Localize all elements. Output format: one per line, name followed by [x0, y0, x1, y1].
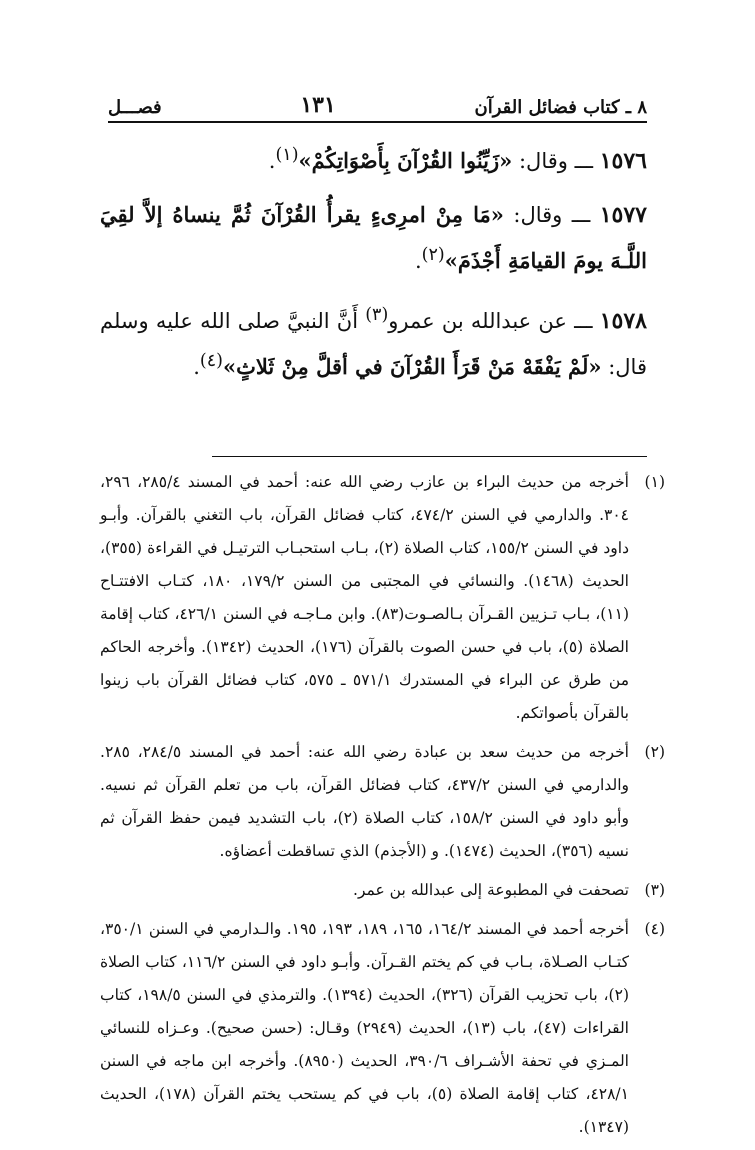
hadith-text: «زَيِّنُوا القُرْآنَ بِأَصْوَاتِكُمْ»	[298, 148, 513, 173]
footnote-ref: (١)	[275, 145, 299, 165]
hadith-tail: .	[268, 149, 276, 173]
footnote-text: تصحفت في المطبوعة إلى عبدالله بن عمر.	[353, 881, 629, 899]
hadith-number: ١٥٧٦	[599, 148, 647, 174]
hadith-1578	[100, 295, 647, 387]
footnote-rule	[212, 456, 647, 457]
page-number: ١٣١	[300, 92, 336, 118]
dash: ـــ	[567, 149, 594, 173]
hadith-1577	[100, 195, 647, 281]
hadith-intro: وقال:	[513, 203, 563, 227]
running-header	[108, 88, 647, 118]
main-text	[100, 135, 647, 401]
hadith-text: «مَا مِنْ امرِىءٍ يقرأُ القُرْآنَ ثُمَّ ينساهُ إلاَّ لقِيَ اللَّـهَ يومَ القيامَةِ أَجْذَمَ»	[100, 202, 647, 273]
footnote-mark: (١)	[644, 473, 665, 491]
hadith-intro: وقال:	[518, 149, 568, 173]
footnote-text: أخرجه من حديث سعد بن عبادة رضي الله عنه: أحمد في المسند ٢٨٤/٥، ٢٨٥. والدارمي في السنن ٤٣٧/٢، كتاب فضائل القرآن، باب من تعلم القرآن ثم نسيه. وأبو داود في السنن ١٥٨/٢، كتاب الصلاة (٢)، باب التشديد فيمن حفظ القرآن ثم نسيه (٣٥٦)، الحديث (١٤٧٤). و (الأجذم) الذي تساقطت أعضاؤه.	[100, 743, 629, 860]
hadith-1576	[100, 135, 647, 181]
hadith-number: ١٥٧٧	[599, 202, 647, 228]
hadith-number: ١٥٧٨	[599, 308, 647, 334]
hadith-intro: عن عبدالله بن عمرو	[388, 309, 567, 333]
footnote-mark: (٢)	[644, 743, 665, 761]
footnote-1	[100, 466, 665, 730]
footnote-text: أخرجه من حديث البراء بن عازب رضي الله عنه: أحمد في المسند ٢٨٥/٤، ٢٩٦، ٣٠٤. والدارمي في السنن ٤٧٤/٢، كتاب فضائل القرآن، باب التغني بالقرآن. وأبـو داود في السنن ١٥٥/٢، كتاب الصلاة (٢)، بـاب استحبـاب الترتيـل في القراءة (٣٥٥)، الحديث (١٤٦٨). والنسائي في المجتبى من السنن ١٧٩/٢، ١٨٠، كتـاب الافتتـاح (١١)، بـاب تـزيين القـرآن بـالصـوت(٨٣). وابن مـاجـه في السنن ٤٢٦/١، كتاب إقامة الصلاة (٥)، باب في حسن الصوت بالقرآن (١٧٦)، الحديث (١٣٤٢). وأخرجه الحاكم من طرق عن البراء في المستدرك ٥٧١/١ ـ ٥٧٥، كتاب فضائل القرآن باب زينوا بالقرآن بأصواتكم.	[100, 473, 629, 722]
footnote-ref: (٣)	[365, 305, 389, 325]
hadith-intro-continued: أَنَّ النبيَّ صلى الله عليه وسلم قال:	[100, 309, 647, 379]
footnote-2	[100, 736, 665, 868]
dash: ـــ	[566, 309, 593, 333]
footnote-3	[100, 874, 665, 907]
footnote-text: أخرجه أحمد في المسند ١٦٤/٢، ١٦٥، ١٨٩، ١٩٣، ١٩٥. والـدارمي في السنن ٣٥٠/١، كتـاب الصـلاة، بـاب في كم يختم القـرآن. وأبـو داود في السنن ١١٦/٢، كتاب الصلاة (٢)، باب تحزيب القرآن (٣٢٦)، الحديث (١٣٩٤). والترمذي في السنن ١٩٨/٥، كتاب القراءات (٤٧)، باب (١٣)، الحديث (٢٩٤٩) وقـال: (حسن صحيح). وعـزاه للنسائي المـزي في تحفة الأشـراف ٣٩٠/٦، الحديث (٨٩٥٠). وأخرجه ابن ماجه في السنن ٤٢٨/١، كتاب إقامة الصلاة (٥)، باب في كم يستحب يختم القرآن (١٧٨)، الحديث (١٣٤٧).	[100, 920, 629, 1136]
footnote-mark: (٤)	[644, 920, 665, 938]
dash: ـــ	[562, 203, 591, 227]
header-book-title: ٨ ـ كتاب فضائل القرآن	[474, 97, 647, 118]
footnote-ref: (٤)	[199, 351, 223, 371]
footnote-mark: (٣)	[644, 881, 665, 899]
hadith-text: «لَمْ يَفْقَهْ مَنْ قَرَأَ القُرْآنَ في أقلَّ مِنْ ثَلاثٍ»	[222, 354, 602, 379]
header-rule	[108, 121, 647, 123]
footnote-4	[100, 913, 665, 1144]
footnote-ref: (٢)	[421, 245, 445, 265]
header-section: فصـــل	[108, 97, 162, 118]
footnotes	[100, 466, 665, 1150]
hadith-tail: .	[414, 249, 422, 273]
hadith-tail: .	[193, 355, 200, 379]
